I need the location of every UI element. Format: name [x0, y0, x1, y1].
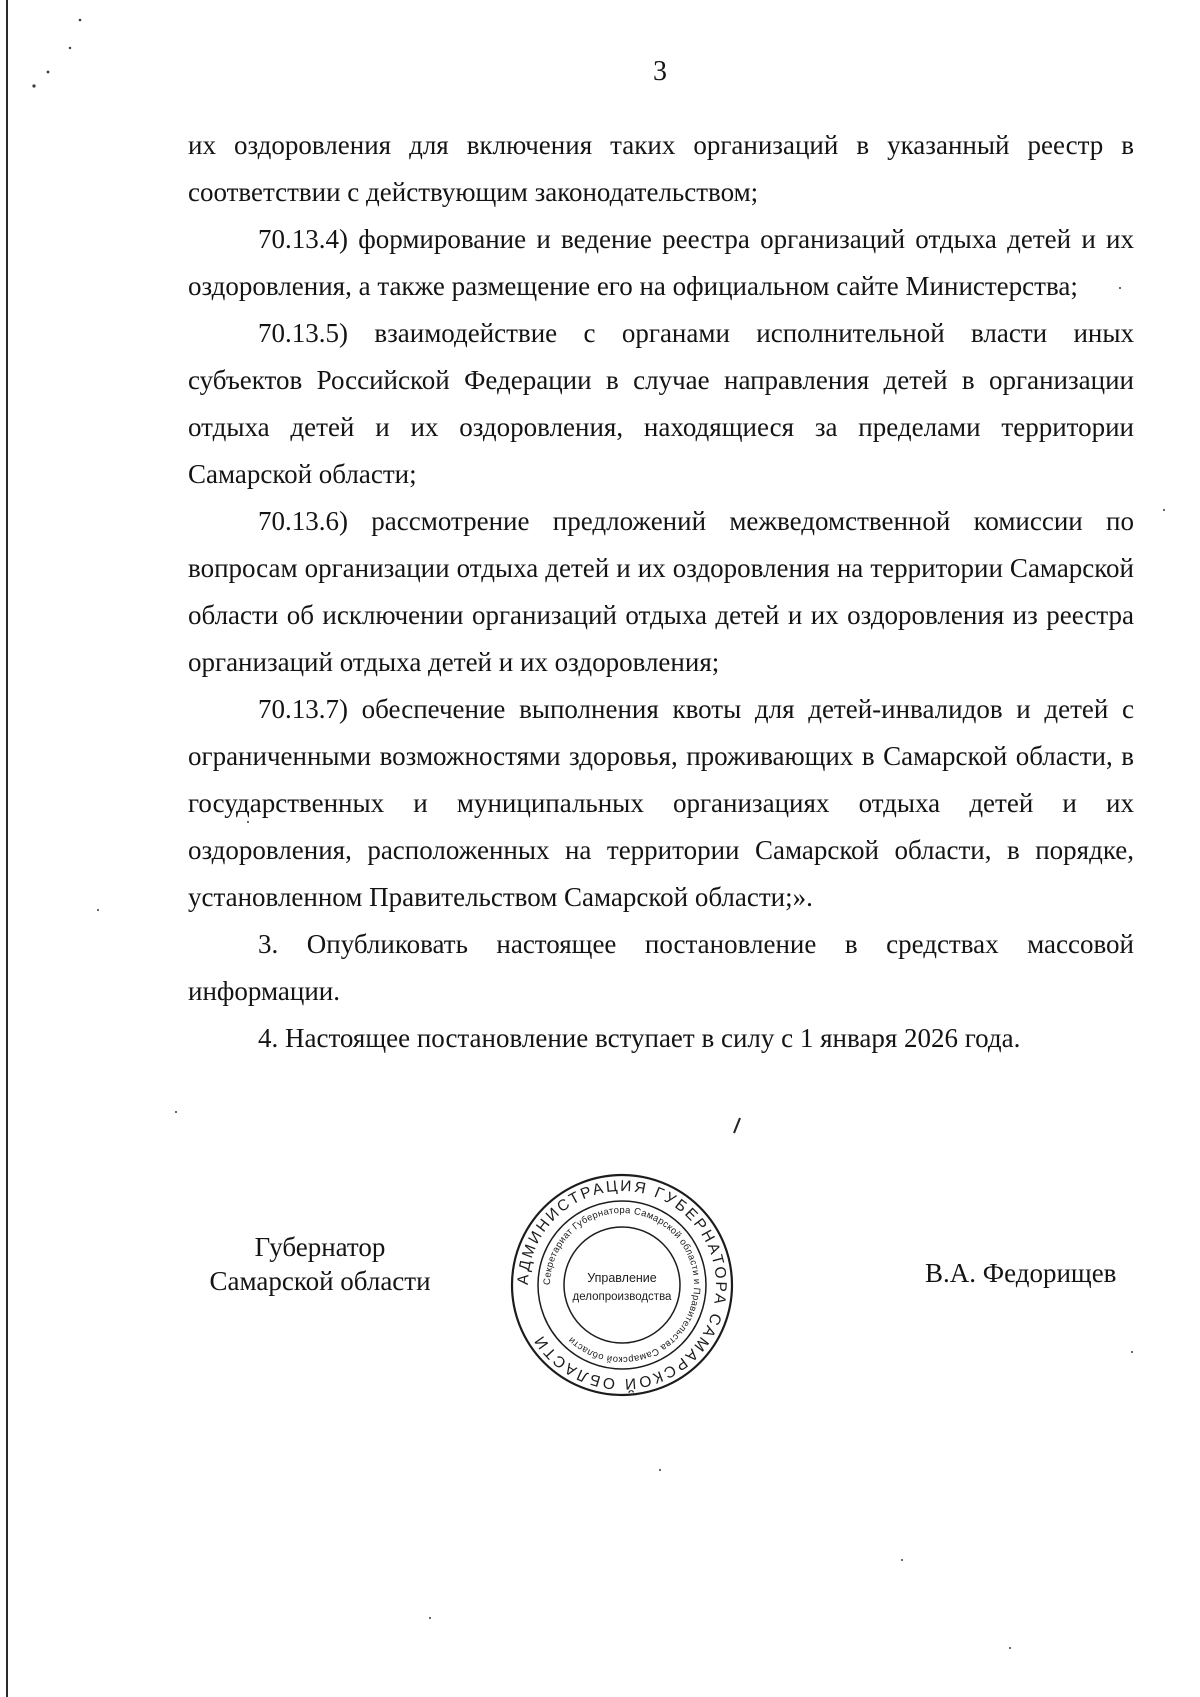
page-number: 3 — [653, 56, 667, 87]
paragraph-item-4: 4. Настоящее постановление вступает в силу с 1 января 2026 года. — [258, 1023, 1021, 1053]
paragraph-continuation: их оздоровления для включения таких организаций в указанный реестр в соответствии с действующим законодательством; — [188, 130, 1134, 207]
signatory-title-line-1: Губернатор — [254, 1232, 386, 1262]
stamp-center-line-2: делопроизводства — [572, 1291, 672, 1303]
paragraph-70-13-4: 70.13.4) формирование и ведение реестра организаций отдыха детей и их оздоровления, а также размещение его на официальном сайте Министерства; — [188, 224, 1134, 301]
stamp-center-line-1: Управление — [587, 1271, 657, 1285]
stamp-outer-text: АДМИНИСТРАЦИЯ ГУБЕРНАТОРА САМАРСКОЙ ОБЛАСТИ — [514, 1177, 730, 1393]
paragraph-70-13-7: 70.13.7) обеспечение выполнения квоты для детей-инвалидов и детей с ограниченными возможностями здоровья, проживающих в Самарской области, в государственных и муниципальных организациях отдыха детей и их оздоровления, расположенных на территории Самарской области, в порядке, установленном Правительством Самарской области;». — [188, 694, 1134, 912]
stamp-inner-text: Секретариат Губернатора Самарской области и Правительства Самарской области — [541, 1204, 703, 1366]
paragraph-70-13-5: 70.13.5) взаимодействие с органами исполнительной власти иных субъектов Российской Федерации в случае направления детей в организации отдыха детей и их оздоровления, находящиеся за пределами территории Самарской области; — [188, 318, 1134, 489]
paragraph-70-13-6: 70.13.6) рассмотрение предложений межведомственной комиссии по вопросам организации отдыха детей и их оздоровления на территории Самарской области об исключении организаций отдыха детей и их оздоровления из реестра организаций отдыха детей и их оздоровления; — [188, 506, 1134, 677]
paragraph-item-3: 3. Опубликовать настоящее постановление в средствах массовой информации. — [188, 929, 1134, 1006]
signatory-name: В.А. Федорищев — [925, 1258, 1117, 1288]
signatory-title-line-2: Самарской области — [209, 1266, 431, 1296]
